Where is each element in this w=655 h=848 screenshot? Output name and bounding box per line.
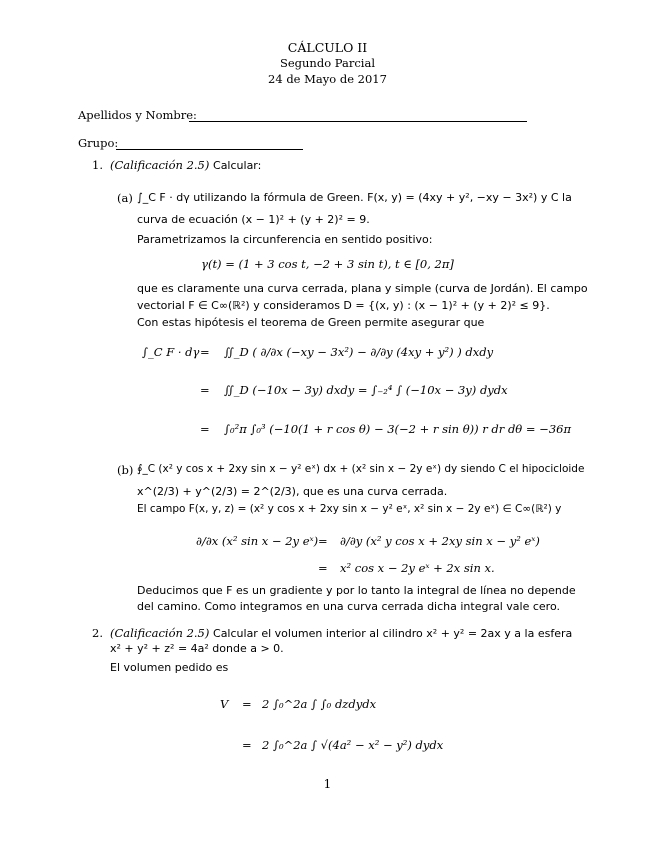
part-b-statement-l2: x^(2/3) + y^(2/3) = 2^(2/3), que es una curva cerrada. xyxy=(137,485,448,498)
problem1-number: 1. xyxy=(92,158,103,172)
part-b-conclusion-l1: Deducimos que F es un gradiente y por lo tanto la integral de línea no depende xyxy=(137,584,576,597)
green-eq-sign-2: = xyxy=(200,383,210,397)
group-field-line[interactable] xyxy=(116,149,303,150)
part-a-statement-l1: ∫_C F · dγ utilizando la fórmula de Green. F(x, y) = (4xy + y², −xy − 3x²) y C la xyxy=(137,191,572,204)
part-a-text-l1: que es claramente una curva cerrada, plana y simple (curva de Jordán). El campo xyxy=(137,282,588,295)
problem2-intro: El volumen pedido es xyxy=(110,661,229,674)
name-label: Apellidos y Nombre: xyxy=(78,108,197,122)
problem2-heading xyxy=(110,626,572,640)
part-b-eq-lhs: ∂/∂x (x² sin x − 2y eˣ) xyxy=(196,534,319,548)
problem1-heading xyxy=(110,158,261,172)
problem1-grade: (Calificación 2.5) xyxy=(110,158,210,172)
doc-subtitle: Segundo Parcial xyxy=(279,56,376,70)
doc-date: 24 de Mayo de 2017 xyxy=(268,72,387,86)
volume-eq-rhs-1: 2 ∫₀^2a ∫ ∫₀ dzdydx xyxy=(262,697,377,711)
part-a-text-l2: vectorial F ∈ C∞(ℝ²) y consideramos D = {(x, y) : (x − 1)² + (y + 2)² ≤ 9}. xyxy=(137,299,550,312)
part-a-label: (a) xyxy=(117,191,133,205)
green-eq-sign-3: = xyxy=(200,422,210,436)
part-b-eq-sign-2: = xyxy=(318,561,328,575)
part-a-text-l3: Con estas hipótesis el teorema de Green permite asegurar que xyxy=(137,316,485,329)
part-b-field-line: El campo F(x, y, z) = (x² y cos x + 2xy sin x − y² eˣ, x² sin x − 2y eˣ) ∈ C∞(ℝ²) y xyxy=(137,503,562,515)
part-a-statement-l2: curva de ecuación (x − 1)² + (y + 2)² = 9. xyxy=(137,213,370,226)
volume-eq-sign-1: = xyxy=(242,697,252,711)
problem2-number: 2. xyxy=(92,626,103,640)
part-b-conclusion-l2: del camino. Como integramos en una curva cerrada dicha integral vale cero. xyxy=(137,600,560,613)
volume-eq-lhs: V xyxy=(220,697,229,711)
doc-title: CÁLCULO II xyxy=(287,40,368,55)
problem2-statement-l2: x² + y² + z² = 4a² donde a > 0. xyxy=(110,642,284,655)
part-b-label: (b) xyxy=(117,463,134,477)
part-a-param-intro: Parametrizamos la circunferencia en sentido positivo: xyxy=(137,233,433,246)
part-b-eq-rhs-1: ∂/∂y (x² y cos x + 2xy sin x − y² eˣ) xyxy=(340,534,540,548)
part-b-statement-l1: ∮_C (x² y cos x + 2xy sin x − y² eˣ) dx + (x² sin x − 2y eˣ) dy siendo C el hipocicloide xyxy=(137,463,585,475)
group-label: Grupo: xyxy=(78,136,119,150)
part-b-eq-rhs-2: x² cos x − 2y eˣ + 2x sin x. xyxy=(340,561,495,575)
problem1-instruction: Calcular: xyxy=(213,159,262,172)
volume-eq-rhs-2: 2 ∫₀^2a ∫ √(4a² − x² − y²) dydx xyxy=(262,738,444,752)
problem2-grade: (Calificación 2.5) xyxy=(110,626,210,640)
part-a-param-eq: γ(t) = (1 + 3 cos t, −2 + 3 sin t), t ∈ [0, 2π] xyxy=(201,257,454,271)
volume-eq-sign-2: = xyxy=(242,738,252,752)
green-eq-rhs-2: ∬_D (−10x − 3y) dxdy = ∫₋₂⁴ ∫ (−10x − 3y) dydx xyxy=(224,383,508,397)
green-eq-rhs-3: ∫₀²π ∫₀³ (−10(1 + r cos θ) − 3(−2 + r sin θ)) r dr dθ = −36π xyxy=(224,422,572,436)
green-eq-lhs: ∫_C F · dγ xyxy=(142,345,200,359)
problem2-statement-l1: Calcular el volumen interior al cilindro x² + y² = 2ax y a la esfera xyxy=(213,627,573,640)
part-b-eq-sign-1: = xyxy=(318,534,328,548)
page-number: 1 xyxy=(323,777,332,791)
green-eq-rhs-1: ∬_D ( ∂/∂x (−xy − 3x²) − ∂/∂y (4xy + y²) ) dxdy xyxy=(224,345,494,359)
green-eq-sign-1: = xyxy=(200,345,210,359)
name-field-line[interactable] xyxy=(189,121,527,122)
